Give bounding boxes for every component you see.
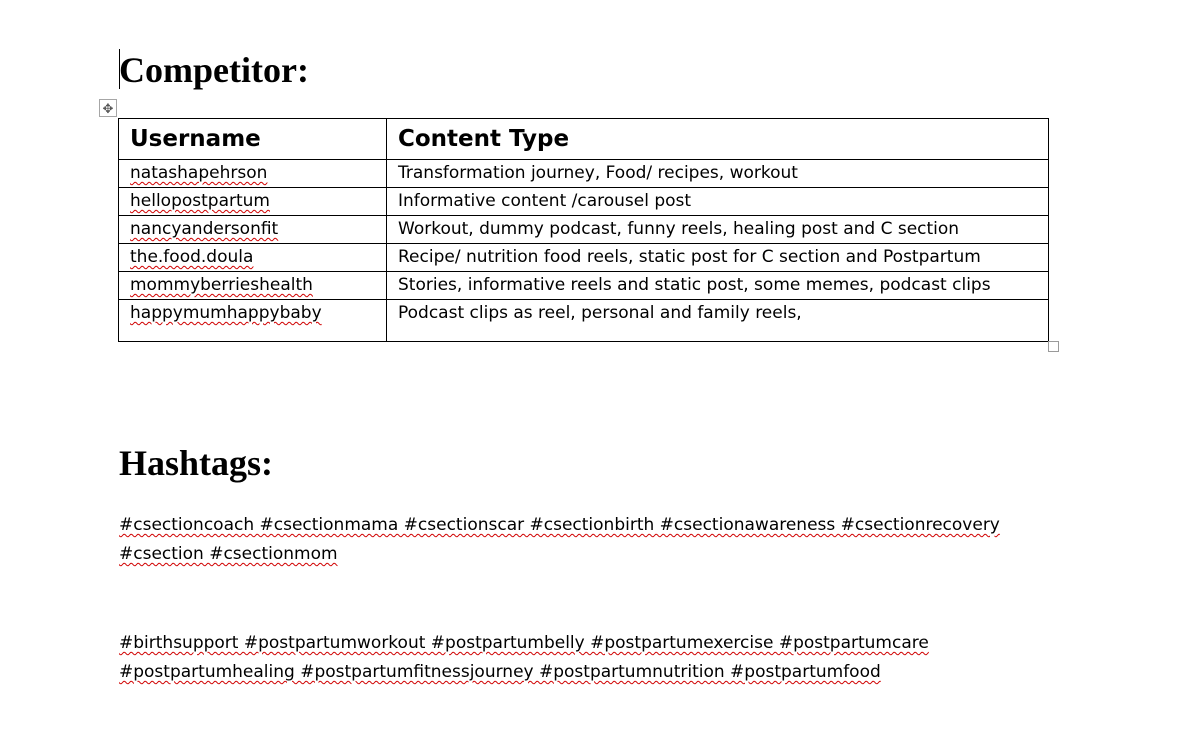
username-cell[interactable]	[119, 244, 387, 272]
table-resize-handle-icon[interactable]	[1048, 341, 1059, 352]
username-cell[interactable]	[119, 300, 387, 342]
username-text: the.food.doula	[130, 247, 254, 267]
username-cell[interactable]	[119, 188, 387, 216]
username-cell[interactable]	[119, 160, 387, 188]
table-header-row	[119, 119, 1049, 160]
content-type-cell[interactable]: Informative content /carousel post	[387, 188, 1049, 216]
table-row	[119, 300, 1049, 342]
hashtag-paragraph-csection[interactable]	[119, 511, 1000, 569]
competitor-table[interactable]	[118, 118, 1049, 342]
content-type-cell[interactable]: Transformation journey, Food/ recipes, workout	[387, 160, 1049, 188]
username-text: mommyberrieshealth	[130, 275, 313, 295]
username-text: hellopostpartum	[130, 191, 270, 211]
username-cell[interactable]	[119, 216, 387, 244]
hashtag-paragraph-postpartum[interactable]	[119, 629, 929, 687]
header-content-type[interactable]: Content Type	[387, 119, 1049, 160]
table-move-handle-icon[interactable]: ✥	[99, 99, 117, 117]
hashtag-line: #csectioncoach #csectionmama #csectionscar #csectionbirth #csectionawareness #csectionrecovery	[119, 515, 1000, 535]
content-type-cell[interactable]: Recipe/ nutrition food reels, static post for C section and Postpartum	[387, 244, 1049, 272]
username-text: nancyandersonfit	[130, 219, 279, 239]
competitor-heading[interactable]: Competitor:	[119, 50, 309, 90]
table-row	[119, 160, 1049, 188]
table-row	[119, 272, 1049, 300]
table-row	[119, 188, 1049, 216]
table-row	[119, 244, 1049, 272]
table-row	[119, 216, 1049, 244]
hashtag-line: #postpartumhealing #postpartumfitnessjourney #postpartumnutrition #postpartumfood	[119, 662, 881, 682]
username-text: happymumhappybaby	[130, 303, 322, 323]
hashtag-line: #csection #csectionmom	[119, 544, 338, 564]
username-text: natashapehrson	[130, 163, 268, 183]
hashtags-heading[interactable]: Hashtags:	[119, 443, 274, 483]
content-type-cell[interactable]: Stories, informative reels and static post, some memes, podcast clips	[387, 272, 1049, 300]
content-type-cell[interactable]: Workout, dummy podcast, funny reels, healing post and C section	[387, 216, 1049, 244]
header-username[interactable]: Username	[119, 119, 387, 160]
username-cell[interactable]	[119, 272, 387, 300]
hashtag-line: #birthsupport #postpartumworkout #postpartumbelly #postpartumexercise #postpartumcare	[119, 633, 929, 653]
content-type-cell[interactable]: Podcast clips as reel, personal and family reels,	[387, 300, 1049, 342]
